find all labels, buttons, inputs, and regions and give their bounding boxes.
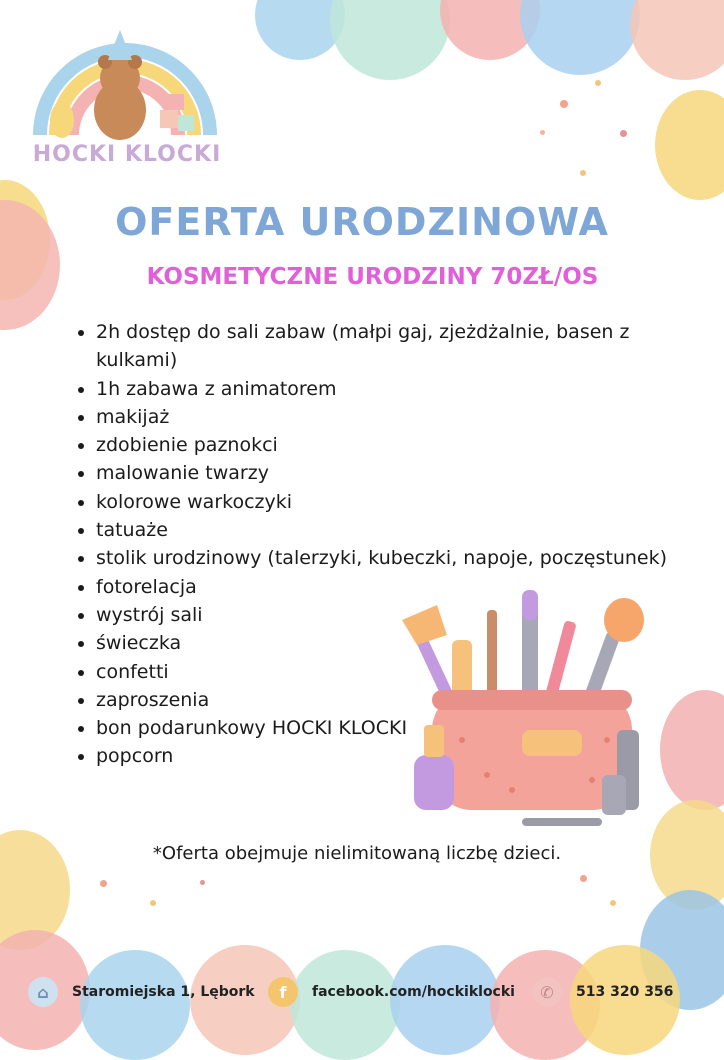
confetti-dot [610,900,616,906]
cosmetic-bag-illustration [392,590,662,840]
footer-address [28,972,255,1012]
facebook-icon: f [268,977,298,1007]
confetti-dot [560,100,568,108]
confetti-dot [595,80,601,86]
list-item: • wystrój sali [96,601,686,629]
list-item: • 1h zabawa z animatorem [96,375,686,403]
balloon [520,0,640,75]
footer-phone-text[interactable]: 513 320 356 [576,984,674,1000]
list-item: • 2h dostęp do sali zabaw (małpi gaj, zjeżdżalnie, basen z kulkami) [96,318,686,375]
confetti-dot [540,130,545,135]
confetti-dot [100,880,107,887]
list-item: • stolik urodzinowy (talerzyki, kubeczki, napoje, poczęstunek) [96,544,686,572]
phone-icon: ✆ [532,977,562,1007]
list-item: • popcorn [96,742,686,770]
balloon [330,0,450,80]
logo-emblem [0,0,250,200]
confetti-dot [580,875,587,882]
home-icon: ⌂ [28,977,58,1007]
list-item: • kolorowe warkoczyki [96,488,686,516]
footer-facebook-text[interactable]: facebook.com/hockiklocki [312,984,515,1000]
list-item: • malowanie twarzy [96,459,686,487]
confetti-dot [620,130,627,137]
confetti-dot [200,880,205,885]
list-item: • bon podarunkowy HOCKI KLOCKI [96,714,686,742]
logo [0,0,250,200]
list-item: • confetti [96,658,686,686]
list-item: • fotorelacja [96,573,686,601]
balloon [655,90,724,200]
logo-brand-text: HOCKI KLOCKI [32,142,222,167]
confetti-dot [150,900,156,906]
list-item: • zdobienie paznokci [96,431,686,459]
page-title: OFERTA URODZINOWA [115,200,609,244]
page-subtitle: KOSMETYCZNE URODZINY 70ZŁ/OS [146,264,599,290]
balloon [630,0,724,80]
footer-facebook[interactable] [268,972,515,1012]
offer-note: *Oferta obejmuje nielimitowaną liczbę dzieci. [152,843,562,864]
list-item: • tatuaże [96,516,686,544]
footer-address-text: Staromiejska 1, Lębork [72,984,255,1000]
footer [0,972,724,1012]
list-item: • świeczka [96,629,686,657]
footer-phone[interactable] [532,972,673,1012]
confetti-dot [580,170,586,176]
list-item: • makijaż [96,403,686,431]
list-item: • zaproszenia [96,686,686,714]
